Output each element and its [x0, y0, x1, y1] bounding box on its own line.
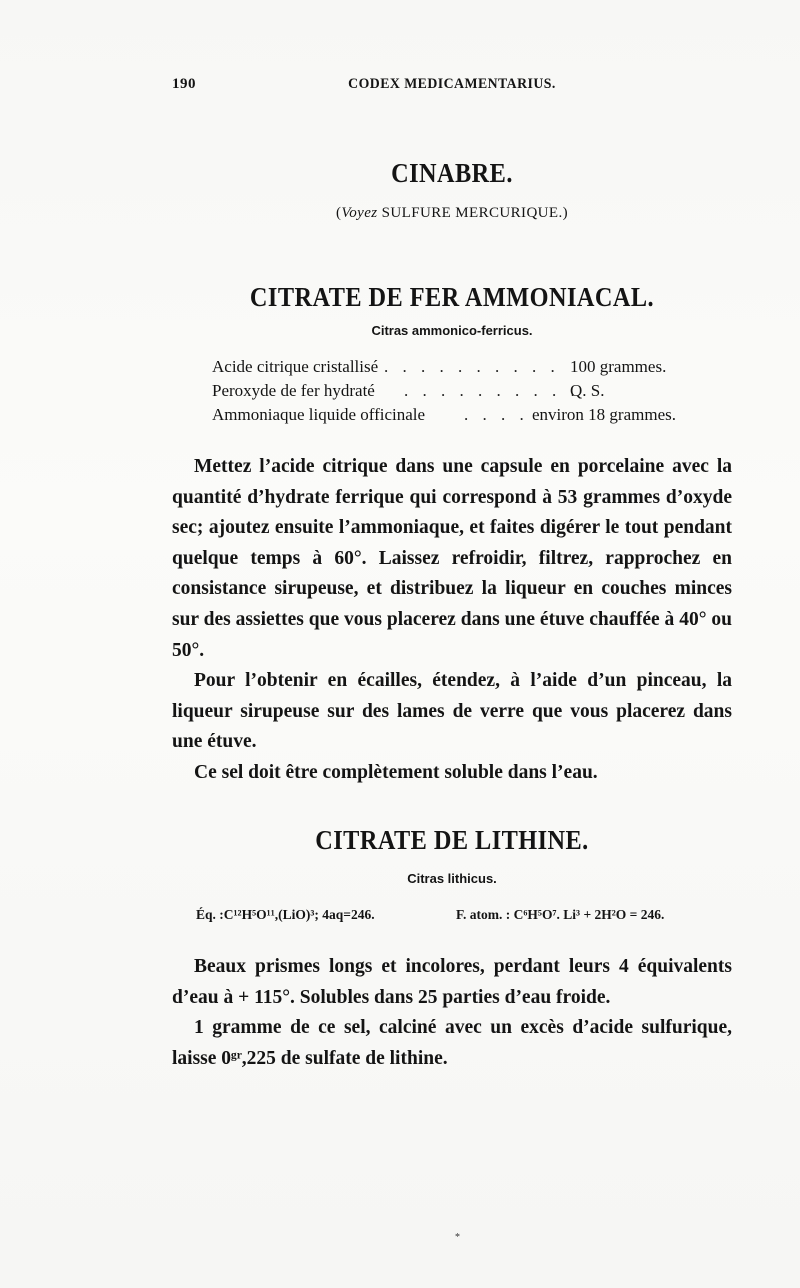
ingredient-name: Peroxyde de fer hydraté — [212, 381, 375, 400]
leader-dots: . . . . — [464, 405, 529, 424]
paragraph: Pour l’obtenir en écailles, étendez, à l’aide d’un pinceau, la liqueur sirupeuse sur des lames de verre que vous placerez dans une étuve. — [172, 670, 732, 753]
atomic-formula: F. atom. : C⁶H⁵O⁷. Li³ + 2H²O = 246. — [456, 907, 665, 922]
see-open-paren: ( — [335, 205, 342, 221]
citrate-fer-heading: CITRATE DE FER AMMONIACAL. — [249, 282, 655, 312]
citrate-fer-text — [172, 452, 732, 789]
running-title: CODEX MEDICAMENTARIUS. — [348, 76, 556, 92]
paragraph: Ce sel doit être complètement soluble dans l’eau. — [194, 761, 598, 783]
cinabre-heading: CINABRE. — [391, 158, 513, 188]
see-word: Voyez — [341, 205, 378, 221]
cinabre-see-reference — [172, 205, 732, 222]
leader-dots: . . . . . . . . . . — [384, 357, 560, 376]
recipe-row — [172, 381, 732, 405]
printer-mark: * — [455, 1232, 460, 1243]
ingredient-quantity: 100 grammes. — [570, 357, 667, 376]
page-number: 190 — [172, 76, 196, 92]
equivalent-formula: Éq. :C¹²H⁵O¹¹,(LiO)³; 4aq=246. — [196, 907, 375, 922]
ingredient-quantity: environ 18 grammes. — [532, 405, 676, 424]
paragraph: 1 gramme de ce sel, calciné avec un excès d’acide sulfurique, laisse 0ᵍʳ,225 de sulfate de lithine. — [172, 1017, 732, 1069]
cinabre-section — [172, 158, 732, 189]
citrate-fer-recipe — [172, 357, 732, 429]
see-target: SULFURE MERCURIQUE.) — [377, 205, 569, 221]
citrate-fer-section — [172, 282, 732, 313]
recipe-row — [172, 357, 732, 381]
citrate-lithine-text — [172, 952, 732, 1074]
ingredient-quantity: Q. S. — [570, 381, 605, 400]
ingredient-name: Acide citrique cristallisé — [212, 357, 379, 376]
recipe-row — [172, 405, 732, 429]
running-head — [172, 76, 732, 98]
paragraph: Beaux prismes longs et incolores, perdant leurs 4 équivalents d’eau à + 115°. Solubles dans 25 parties d’eau froide. — [172, 956, 732, 1008]
paragraph: Mettez l’acide citrique dans une capsule en porcelaine avec la quantité d’hydrate ferrique qui correspond à 53 grammes d’oxyde sec; ajoutez ensuite l’ammoniaque, et faites digérer le tout pendant quelque temps à 60°. Laissez refroidir, filtrez, rapprochez en consistance sirupeuse, et distribuez la liqueur en couches minces sur des assiettes que vous placerez dans une étuve chauffée à 40° ou 50°. — [172, 456, 732, 661]
leader-dots: . . . . . . . . . . — [404, 381, 580, 400]
chemical-formula-line — [172, 907, 732, 927]
citrate-lithine-latin-name: Citras lithicus. — [407, 871, 497, 886]
ingredient-name: Ammoniaque liquide officinale — [212, 405, 426, 424]
citrate-fer-latin-name: Citras ammonico-ferricus. — [371, 323, 533, 338]
citrate-lithine-heading: CITRATE DE LITHINE. — [315, 825, 589, 855]
citrate-lithine-section — [172, 825, 732, 856]
